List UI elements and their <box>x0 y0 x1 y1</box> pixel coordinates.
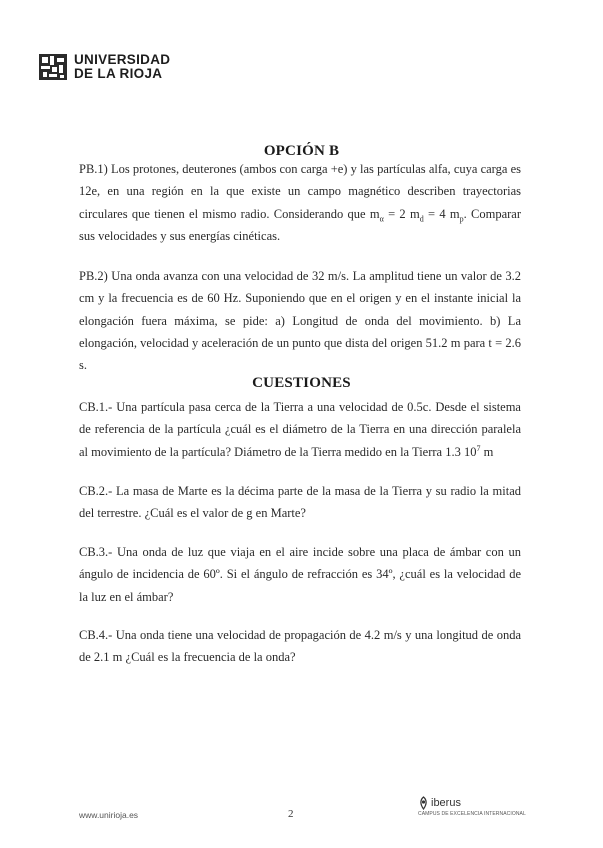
question-cb1 <box>79 396 521 463</box>
pb1-sub-p: p <box>459 214 464 224</box>
iberus-tagline: CAMPUS DE EXCELENCIA INTERNACIONAL <box>418 811 526 817</box>
question-cb4: CB.4.- Una onda tiene una velocidad de propagación de 4.2 m/s y una longitud de onda de 2.1 m ¿Cuál es la frecuencia de la onda? <box>79 628 521 665</box>
pb1-text-c: = 4 m <box>423 206 460 221</box>
pb1-text-d: . Comparar sus velocidades y sus energías cinéticas. <box>79 206 521 243</box>
section-title-opcion-b: OPCIÓN B <box>263 143 340 159</box>
question-cb2: CB.2.- La masa de Marte es la décima parte de la masa de la Tierra y su radio la mitad del terrestre. ¿Cuál es el valor de g en Marte? <box>79 484 521 521</box>
logo-line-2: DE LA RIOJA <box>74 66 163 81</box>
iberus-name: iberus <box>431 797 461 809</box>
pb1-text-b: = 2 m <box>383 206 420 221</box>
cb1-text-a: CB.1.- Una partícula pasa cerca de la Tierra a una velocidad de 0.5c. Desde el sistema de referencia de la partícula ¿cuál es el diámetro de la Tierra en una dirección paralela al movimiento de la partícula? Diámetro de la Tierra medido en la Tierra 1.3 10 <box>79 400 521 459</box>
footer-url: www.unirioja.es <box>79 810 139 820</box>
cb1-exponent: 7 <box>476 443 481 453</box>
section-title-cuestiones: CUESTIONES <box>252 375 351 391</box>
pb1-text-a: PB.1) Los protones, deuterones (ambos con carga +e) y las partículas alfa, cuya carga es 12e, en una región en la que existe un campo magnético describen trayectorias circulares que tienen el mismo radio. Considerando que m <box>79 162 521 221</box>
pb1-sub-d: d <box>419 214 424 224</box>
university-logo <box>38 53 170 81</box>
problem-pb1 <box>79 158 521 247</box>
cb1-text-b: m <box>480 444 494 459</box>
pb1-sub-alpha: α <box>379 214 384 224</box>
problem-pb2: PB.2) Una onda avanza con una velocidad de 32 m/s. La amplitud tiene un valor de 3.2 cm y la frecuencia es de 60 Hz. Suponiendo que en el origen y en el instante inicial la elongación fuera máxima, se pide: a) Longitud de onda del movimiento. b) La elongación, velocidad y aceleración de un punto que dista del origen 51.2 m para t = 2.6 s. <box>79 269 521 373</box>
question-cb3: CB.3.- Una onda de luz que viaja en el aire incide sobre una placa de ámbar con un ángulo de incidencia de 60º. Si el ángulo de refracción es 34º, ¿cuál es la velocidad de la luz en el ámbar? <box>79 545 521 604</box>
logo-line-1: UNIVERSIDAD <box>74 52 171 67</box>
page-number: 2 <box>288 808 294 820</box>
iberus-emblem-icon <box>418 796 429 810</box>
university-emblem-icon <box>38 53 68 81</box>
iberus-logo <box>418 796 528 817</box>
university-name <box>74 53 170 81</box>
